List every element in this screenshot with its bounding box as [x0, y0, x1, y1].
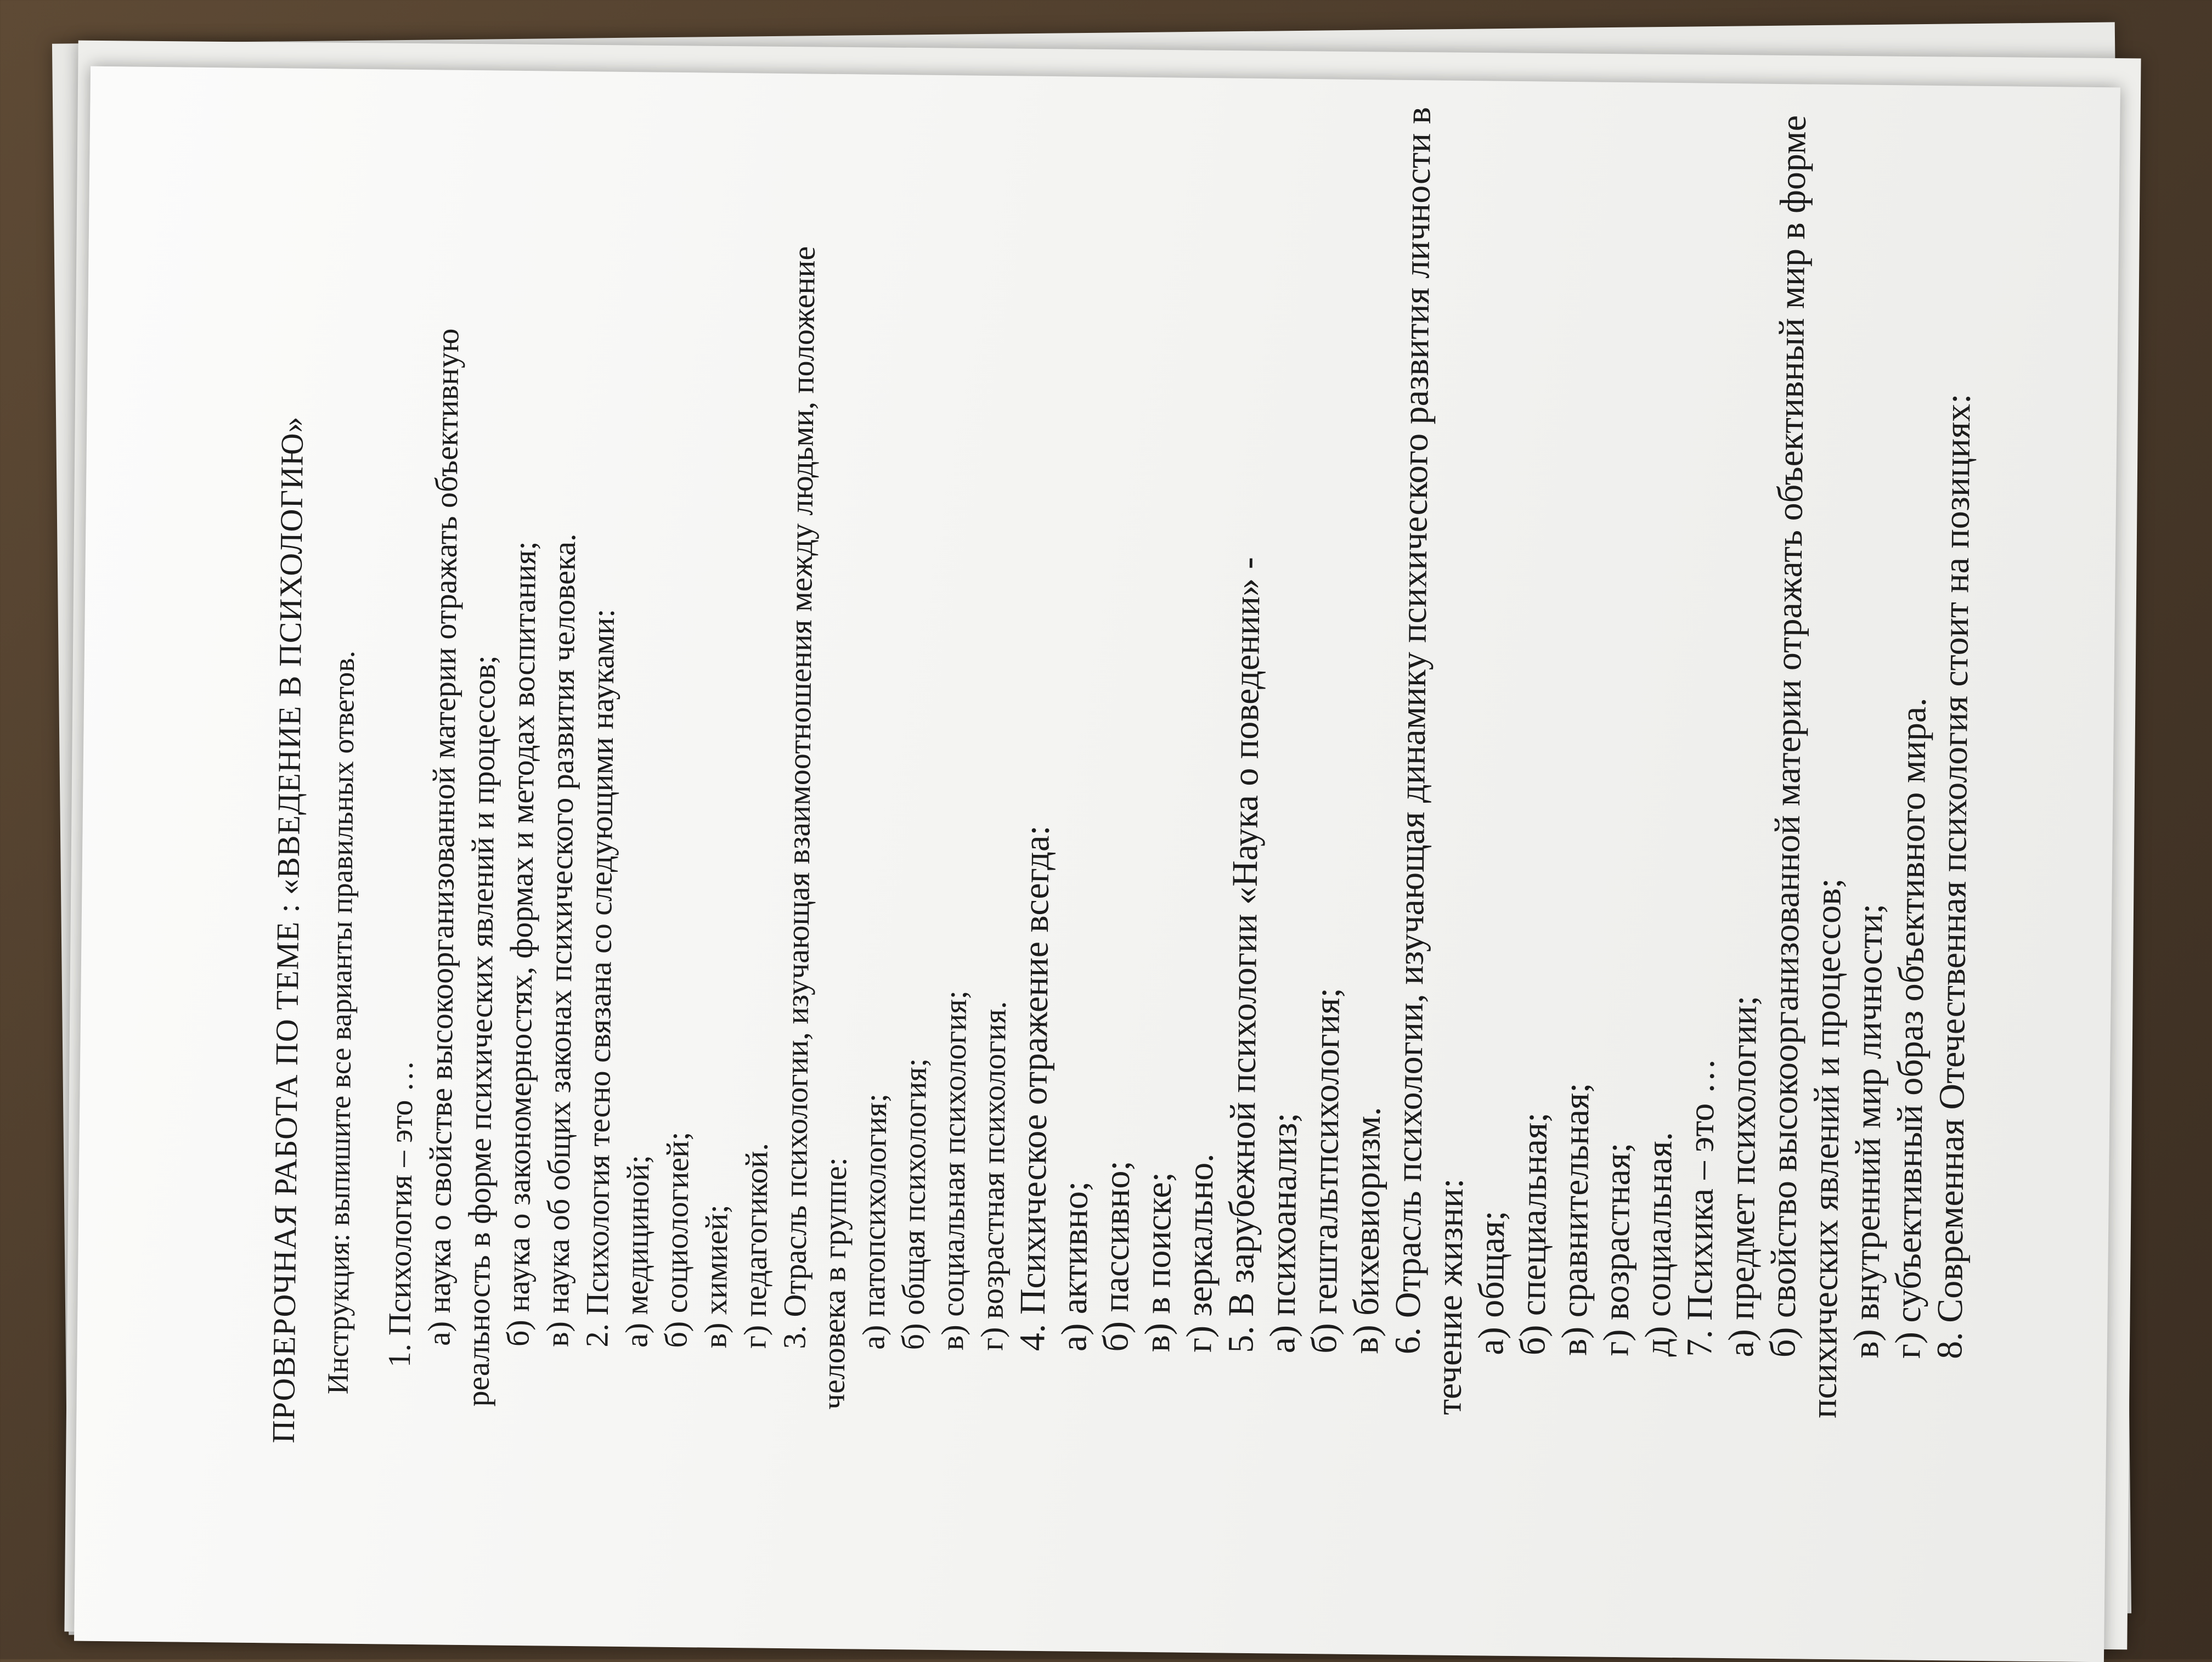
document-instruction: Инструкция: выпишите все варианты правильных ответов. [321, 650, 361, 1395]
document-body [263, 106, 1982, 1507]
question-7: 7. Психика – это … [1679, 1057, 1723, 1357]
document-title: ПРОВЕРОЧНАЯ РАБОТА ПО ТЕМЕ : «ВВЕДЕНИЕ В ПСИХОЛОГИЮ» [265, 416, 311, 1444]
answer-option: б) общая психология; [895, 1058, 933, 1350]
answer-option: б) наука о закономерностях, формах и методах воспитания; [500, 541, 543, 1347]
question-3: 3. Отрасль психологии, изучающая взаимоотношения между людьми, положение [776, 246, 822, 1349]
question-6: 6. Отрасль психологии, изучающая динамику психического развития личности в [1387, 106, 1439, 1355]
question-5: 5. В зарубежной психологии «Наука о поведении» - [1221, 556, 1268, 1353]
answer-option-continuation: психических явлений и процессов; [1804, 878, 1849, 1419]
answer-option: г) возрастная психология. [974, 1001, 1013, 1351]
answer-option: в) химией; [697, 1204, 735, 1349]
answer-option: в) сравнительная; [1554, 1083, 1597, 1356]
answer-option: а) медициной; [618, 1154, 656, 1348]
answer-option: а) общая; [1471, 1210, 1513, 1355]
answer-option: б) пассивно; [1096, 1160, 1138, 1352]
answer-option: а) наука о свойстве высокоорганизованной материи отражать объективную [421, 328, 466, 1346]
answer-option: а) патопсихология; [855, 1093, 894, 1350]
answer-option: г) зеркально. [1179, 1153, 1221, 1353]
answer-option-continuation: реальность в форме психических явлений и процессов; [460, 655, 503, 1407]
answer-option: а) активно; [1054, 1181, 1096, 1352]
question-continuation: человека в группе: [815, 1157, 854, 1410]
answer-option: в) бихевиоризм. [1346, 1106, 1389, 1354]
answer-option: г) педагогикой. [737, 1142, 775, 1349]
answer-option: г) субъективный образ объективного мира. [1888, 697, 1934, 1359]
answer-option: в) социальная психология; [934, 990, 974, 1351]
question-2: 2. Психология тесно связана со следующими науками: [579, 609, 622, 1348]
answer-option: а) предмет психологии; [1721, 995, 1765, 1357]
answer-option: в) в поиске; [1137, 1171, 1180, 1353]
question-8: 8. Современная Отечественная психология стоит на позициях: [1929, 393, 1978, 1360]
answer-option: б) гештальтпсихология; [1304, 987, 1348, 1354]
answer-option: в) внутренний мир личности; [1846, 903, 1891, 1359]
answer-option: б) свойство высокоорганизованной материи отражать объективный мир в форме [1763, 115, 1814, 1358]
answer-option: б) специальная; [1513, 1112, 1555, 1356]
question-continuation: течение жизни: [1429, 1178, 1471, 1416]
answer-option: в) наука об общих законах психического развития человека. [539, 533, 583, 1347]
question-4: 4. Психическое отражение всегда: [1012, 825, 1057, 1351]
question-1: 1. Психология – это … [381, 1060, 420, 1368]
answer-option: д) социальная. [1638, 1131, 1680, 1357]
answer-option: б) социологией; [658, 1131, 696, 1348]
answer-option: а) психоанализ; [1262, 1112, 1305, 1354]
answer-option: г) возрастная; [1596, 1142, 1638, 1356]
